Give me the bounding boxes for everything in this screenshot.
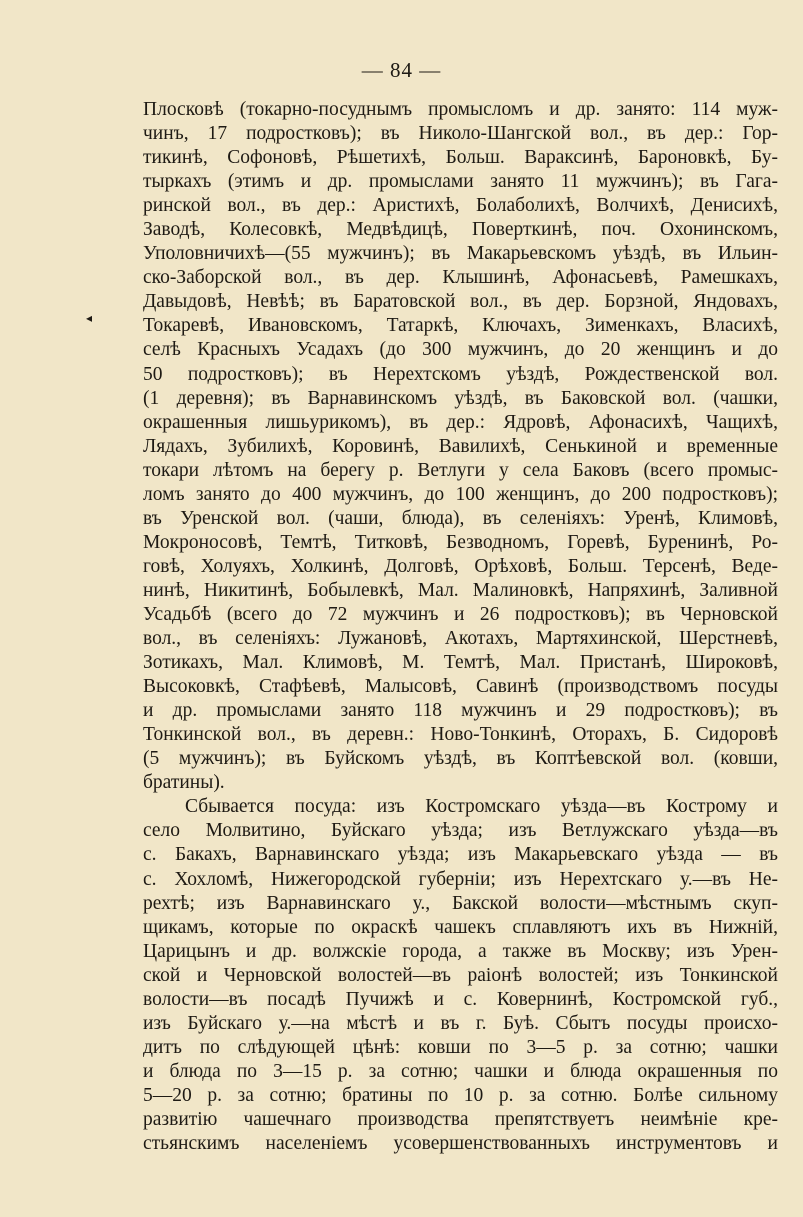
text-line: стьянскимъ населеніемъ усовершенствованныхъ инструментовъ и <box>143 1133 778 1155</box>
text-line: Тонкинской вол., въ деревн.: Ново-Тонкинѣ, Оторахъ, Б. Сидоровѣ <box>143 724 778 746</box>
text-line: Заводѣ, Колесовкѣ, Медвѣдицѣ, Поверткинѣ, поч. Охонинскомъ, <box>143 219 778 241</box>
text-line: и блюда по 3—15 р. за сотню; чашки и блюда окрашенныя по <box>143 1060 778 1082</box>
text-line: тыркахъ (этимъ и др. промыслами занято 11 мужчинъ); въ Гага- <box>143 171 778 193</box>
text-line: Давыдовѣ, Невѣѣ; въ Баратовской вол., въ дер. Борзной, Яндовахъ, <box>143 291 778 313</box>
text-line: (1 деревня); въ Варнавинскомъ уѣздѣ, въ Баковской вол. (чашки, <box>143 387 778 409</box>
text-line: братины). <box>143 772 225 794</box>
text-line: Лядахъ, Зубилихѣ, Коровинѣ, Вавилихѣ, Сенькиной и временные <box>143 435 778 457</box>
text-line: окрашенныя лишьурикомъ), въ дер.: Ядровѣ, Афонасихѣ, Чащихѣ, <box>143 411 778 433</box>
text-line: с. Хохломѣ, Нижегородской губерніи; изъ Нерехтскаго у.—въ Не- <box>143 868 778 890</box>
text-line: ринской вол., въ дер.: Аристихѣ, Болаболихѣ, Волчихѣ, Денисихѣ, <box>143 195 778 217</box>
text-line: Токаревѣ, Ивановскомъ, Татаркѣ, Ключахъ, Зименкахъ, Власихѣ, <box>143 315 778 337</box>
text-line: ломъ занято до 400 мужчинъ, до 100 женщинъ, до 200 подростковъ); <box>143 483 778 505</box>
text-line: Высоковкѣ, Стафѣевѣ, Малысовѣ, Савинѣ (производствомъ посуды <box>143 676 778 698</box>
text-line: вол., въ селеніяхъ: Лужановѣ, Акотахъ, Мартяхинской, Шерстневѣ, <box>143 628 778 650</box>
margin-mark: ◂ <box>86 311 93 325</box>
paragraph-1 <box>143 98 778 795</box>
text-line: изъ Буйскаго у.—на мѣстѣ и въ г. Буѣ. Сбытъ посуды происхо- <box>143 1012 778 1034</box>
text-line: ской и Черновской волостей—въ раіонѣ волостей; изъ Тонкинской <box>143 964 778 986</box>
text-line: щикамъ, которые по окраскѣ чашекъ сплавляютъ ихъ въ Нижній, <box>143 916 778 938</box>
text-line: и др. промыслами занято 118 мужчинъ и 29 подростковъ); въ <box>143 700 778 722</box>
text-line: (5 мужчинъ); въ Буйскомъ уѣздѣ, въ Коптѣевской вол. (ковши, <box>143 748 778 770</box>
text-line: 5—20 р. за сотню; братины по 10 р. за сотню. Болѣе сильному <box>143 1084 778 1106</box>
text-line: Уполовничихѣ—(55 мужчинъ); въ Макарьевскомъ уѣздѣ, въ Ильин- <box>143 243 778 265</box>
text-line: селѣ Красныхъ Усадахъ (до 300 мужчинъ, до 20 женщинъ и до <box>143 339 778 361</box>
text-line: Царицынъ и др. волжскіе города, а также въ Москву; изъ Урен- <box>143 940 778 962</box>
text-line: Плосковѣ (токарно-посуднымъ промысломъ и др. занято: 114 муж- <box>143 99 778 120</box>
text-line: говѣ, Холуяхъ, Холкинѣ, Долговѣ, Орѣховѣ, Больш. Терсенѣ, Веде- <box>143 555 778 577</box>
text-line: село Молвитино, Буйскаго уѣзда; изъ Ветлужскаго уѣзда—въ <box>143 820 778 842</box>
text-line: въ Уренской вол. (чаши, блюда), въ селеніяхъ: Уренѣ, Климовѣ, <box>143 507 778 529</box>
text-line: нинѣ, Никитинѣ, Бобылевкѣ, Мал. Малиновкѣ, Напряхинѣ, Заливной <box>143 579 778 601</box>
text-line: чинъ, 17 подростковъ); въ Николо-Шангской вол., въ дер.: Гор- <box>143 123 778 145</box>
text-line: рехтѣ; изъ Варнавинскаго у., Бакской волости—мѣстнымъ скуп- <box>143 892 778 914</box>
text-line: развитію чашечнаго производства препятствуетъ неимѣніе кре- <box>143 1108 778 1130</box>
text-line: Зотикахъ, Мал. Климовѣ, М. Темтѣ, Мал. Пристанѣ, Широковѣ, <box>143 652 778 674</box>
page-number: — 84 — <box>361 58 442 82</box>
text-line: дитъ по слѣдующей цѣнѣ: ковши по 3—5 р. за сотню; чашки <box>143 1036 778 1058</box>
text-line: Усадьбѣ (всего до 72 мужчинъ и 26 подростковъ); въ Черновской <box>143 603 778 625</box>
text-line: волости—въ посадѣ Пучижѣ и с. Ковернинѣ, Костромской губ., <box>143 988 778 1010</box>
text-line: токари лѣтомъ на берегу р. Ветлуги у села Баковъ (всего промыс- <box>143 459 778 481</box>
text-line: 50 подростковъ); въ Нерехтскомъ уѣздѣ, Рождественской вол. <box>143 363 778 385</box>
text-line: Мокроносовѣ, Темтѣ, Титковѣ, Безводномъ, Горевѣ, Буренинѣ, Ро- <box>143 531 778 553</box>
text-line: с. Бакахъ, Варнавинскаго уѣзда; изъ Макарьевскаго уѣзда — въ <box>143 844 778 866</box>
paragraph-2 <box>143 795 778 1156</box>
text-line: ско-Заборской вол., въ дер. Клышинѣ, Афонасьевѣ, Рамешкахъ, <box>143 267 778 289</box>
text-line: тикинѣ, Софоновѣ, Рѣшетихѣ, Больш. Вараксинѣ, Бароновкѣ, Бу- <box>143 147 778 169</box>
body-text <box>143 98 778 1156</box>
text-line: Сбывается посуда: изъ Костромскаго уѣзда—въ Кострому и <box>185 796 778 818</box>
